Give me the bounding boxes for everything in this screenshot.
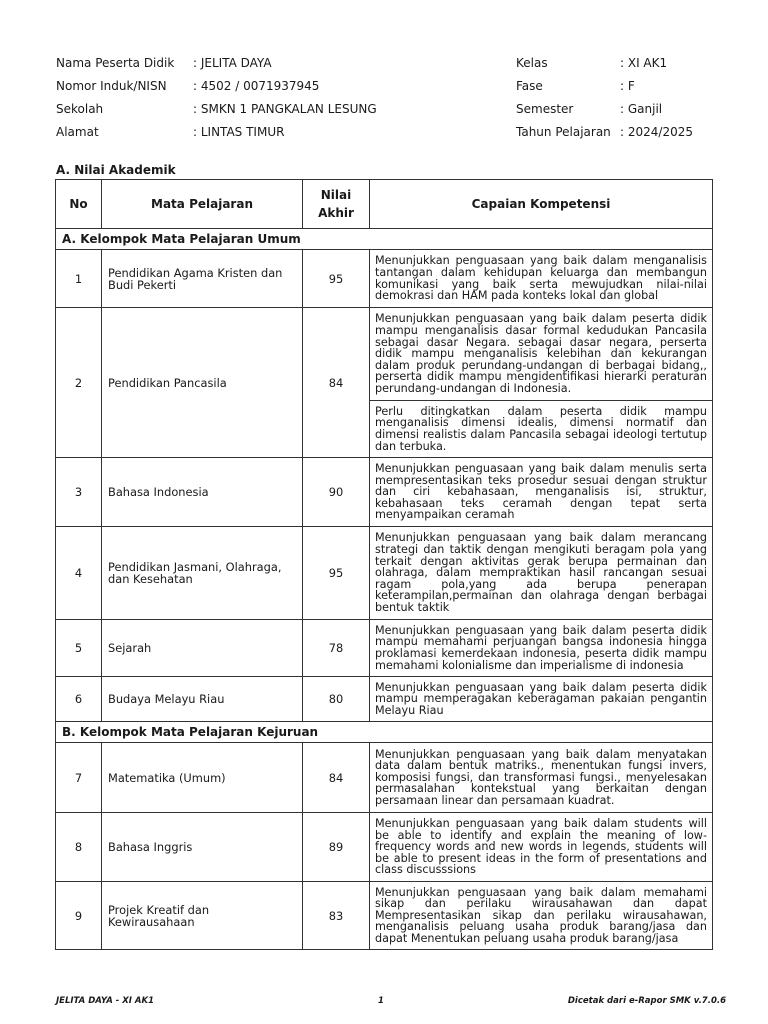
section-title: A. Nilai Akademik bbox=[56, 163, 176, 177]
table-row bbox=[56, 458, 713, 527]
row-competency: Menunjukkan penguasaan yang baik dalam students will be able to identify and explain the meaning of low-frequency words and new words in legends, students will be able to present ideas in the form of presentations and class discusssions bbox=[370, 813, 713, 882]
table-row bbox=[56, 250, 713, 308]
row-subject: Matematika (Umum) bbox=[102, 743, 303, 813]
row-score: 83 bbox=[303, 882, 370, 950]
name-label: Nama Peserta Didik bbox=[56, 56, 175, 70]
row-competency: Menunjukkan penguasaan yang baik dalam menganalisis tantangan dalam kehidupan keluarga dan membangun komunikasi yang baik serta mewujudkan nilai-nilai demokrasi dan HAM pada konteks lokal dan global bbox=[370, 250, 713, 308]
row-no: 2 bbox=[56, 308, 102, 458]
row-score: 80 bbox=[303, 677, 370, 722]
row-no: 6 bbox=[56, 677, 102, 722]
row-subject: Budaya Melayu Riau bbox=[102, 677, 303, 722]
table-row bbox=[56, 308, 713, 401]
row-no: 3 bbox=[56, 458, 102, 527]
row-subject: Bahasa Inggris bbox=[102, 813, 303, 882]
row-score: 89 bbox=[303, 813, 370, 882]
row-score: 84 bbox=[303, 743, 370, 813]
row-competency: Menunjukkan penguasaan yang baik dalam peserta didik mampu menganalisis dasar formal kedudukan Pancasila sebagai dasar Negara. sebagai dasar negara, perserta didik mampu menganalisis kelebihan dan kekurangan dalam produk perundang-undangan di berbagai bidang,, perserta didik mampu mengidentifikasi hierarki peraturan perundang-undangan di Indonesia. bbox=[370, 308, 713, 401]
grades-table bbox=[55, 179, 713, 950]
header-score bbox=[303, 180, 370, 229]
header-score-line1: Nilai bbox=[320, 188, 352, 202]
row-competency: Menunjukkan penguasaan yang baik dalam menyatakan data dalam bentuk matriks., menentukan fungsi invers, komposisi fungsi, dan transformasi fungsi., menyelesakan permasalahan kontekstual yang berkaitan dengan persamaan linear dan persamaan kuadrat. bbox=[370, 743, 713, 813]
row-competency-secondary: Perlu ditingkatkan dalam peserta didik mampu menganalisis dimensi idealis, dimensi normatif dan dimensi realistis dalam Pancasila sebagai ideologi tertutup dan terbuka. bbox=[370, 401, 713, 458]
row-subject: Bahasa Indonesia bbox=[102, 458, 303, 527]
footer-page-number: 1 bbox=[378, 996, 384, 1006]
row-subject: Pendidikan Jasmani, Olahraga, dan Kesehatan bbox=[102, 527, 303, 620]
class-value: : XI AK1 bbox=[620, 56, 668, 70]
footer-student: JELITA DAYA - XI AK1 bbox=[56, 996, 155, 1006]
group-row-a bbox=[56, 229, 713, 250]
table-header-row bbox=[56, 180, 713, 229]
table-row bbox=[56, 620, 713, 677]
row-subject: Pendidikan Agama Kristen dan Budi Pekerti bbox=[102, 250, 303, 308]
year-value: : 2024/2025 bbox=[620, 125, 693, 139]
group-a-label: A. Kelompok Mata Pelajaran Umum bbox=[56, 229, 713, 250]
row-competency: Menunjukkan penguasaan yang baik dalam peserta didik mampu memperagakan keberagaman pakaian pengantin Melayu Riau bbox=[370, 677, 713, 722]
nisn-value: : 4502 / 0071937945 bbox=[193, 79, 320, 93]
row-competency: Menunjukkan penguasaan yang baik dalam memahami sikap dan perilaku wirausahawan dan dapat Mempresentasikan sikap dan perilaku wirausahawan, menganalisis peluang usaha produk barang/jasa dan dapat Menentukan peluang usaha produk barang/jasa bbox=[370, 882, 713, 950]
table-row bbox=[56, 813, 713, 882]
school-label: Sekolah bbox=[56, 102, 104, 116]
header-score-line2: Akhir bbox=[318, 206, 354, 220]
class-label: Kelas bbox=[516, 56, 548, 70]
row-score: 78 bbox=[303, 620, 370, 677]
row-competency: Menunjukkan penguasaan yang baik dalam peserta didik mampu memahami perjuangan bangsa indonesia hingga proklamasi kemerdekaan indonesia, peserta didik mampu memahami kolonialisme dan imperialisme di indonesia bbox=[370, 620, 713, 677]
row-score: 84 bbox=[303, 308, 370, 458]
row-score: 95 bbox=[303, 527, 370, 620]
row-subject: Projek Kreatif dan Kewirausahaan bbox=[102, 882, 303, 950]
group-row-b bbox=[56, 722, 713, 743]
phase-label: Fase bbox=[516, 79, 543, 93]
school-value: : SMKN 1 PANGKALAN LESUNG bbox=[193, 102, 377, 116]
year-label: Tahun Pelajaran bbox=[516, 125, 611, 139]
row-no: 9 bbox=[56, 882, 102, 950]
row-competency: Menunjukkan penguasaan yang baik dalam menulis serta mempresentasikan teks prosedur sesuai dengan struktur dan ciri kebahasaan, menganalisis isi, struktur, kebahasaan teks ceramah dengan tepat serta menyampaikan ceramah bbox=[370, 458, 713, 527]
nisn-label: Nomor Induk/NISN bbox=[56, 79, 167, 93]
phase-value: : F bbox=[620, 79, 635, 93]
footer-printed-by: Dicetak dari e-Rapor SMK v.7.0.6 bbox=[567, 996, 726, 1006]
row-no: 4 bbox=[56, 527, 102, 620]
header-no: No bbox=[56, 180, 102, 229]
row-subject: Sejarah bbox=[102, 620, 303, 677]
row-score: 90 bbox=[303, 458, 370, 527]
row-subject: Pendidikan Pancasila bbox=[102, 308, 303, 458]
table-row bbox=[56, 527, 713, 620]
table-row bbox=[56, 677, 713, 722]
row-no: 1 bbox=[56, 250, 102, 308]
row-score: 95 bbox=[303, 250, 370, 308]
table-row bbox=[56, 882, 713, 950]
header-subject: Mata Pelajaran bbox=[102, 180, 303, 229]
group-b-label: B. Kelompok Mata Pelajaran Kejuruan bbox=[56, 722, 713, 743]
address-value: : LINTAS TIMUR bbox=[193, 125, 285, 139]
row-competency: Menunjukkan penguasaan yang baik dalam merancang strategi dan taktik dengan mengikuti beragam pola yang terkait dengan aktivitas gerak berupa permainan dan olahraga, dalam mempraktikan hasil rancangan sesuai ragam pola,yang ada berupa penerapan keterampilan,permainan dan olahraga dengan berbagai bentuk taktik bbox=[370, 527, 713, 620]
header-competency: Capaian Kompetensi bbox=[370, 180, 713, 229]
name-value: : JELITA DAYA bbox=[193, 56, 272, 70]
address-label: Alamat bbox=[56, 125, 99, 139]
semester-value: : Ganjil bbox=[620, 102, 663, 116]
row-no: 8 bbox=[56, 813, 102, 882]
row-no: 5 bbox=[56, 620, 102, 677]
row-no: 7 bbox=[56, 743, 102, 813]
table-row bbox=[56, 743, 713, 813]
semester-label: Semester bbox=[516, 102, 574, 116]
